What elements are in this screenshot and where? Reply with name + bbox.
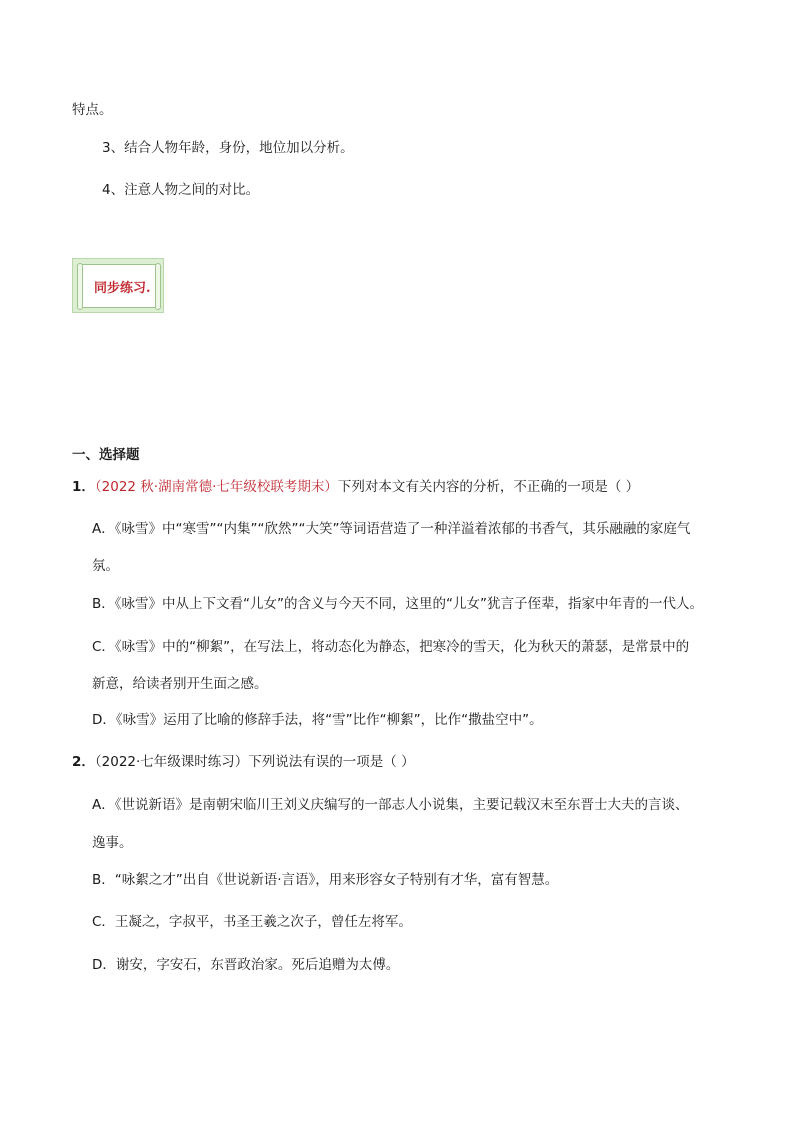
scroll-roll-left xyxy=(77,263,83,310)
question-1-text: 下列对本文有关内容的分析，不正确的一项是（ ） xyxy=(337,479,640,495)
sync-practice-banner xyxy=(72,258,164,313)
q1-option-c-line2: 新意，给读者别开生面之感。 xyxy=(92,676,268,692)
q2-option-a-line1: A．《世说新语》是南朝宋临川王刘义庆编写的一部志人小说集，主要记载汉末至东晋士大夫的言谈、 xyxy=(92,797,689,813)
scroll-roll-right xyxy=(155,263,161,310)
q2-option-c: C．王凝之，字叔平，书圣王羲之次子，曾任左将军。 xyxy=(92,914,412,930)
q2-option-b: B．“咏絮之才”出自《世说新语·言语》，用来形容女子特别有才华，富有智慧。 xyxy=(92,872,559,888)
q2-option-d: D．谢安，字安石，东晋政治家。死后追赠为太傅。 xyxy=(92,957,400,973)
question-1-source: （2022 秋·湖南常德·七年级校联考期末） xyxy=(94,479,338,495)
question-2-stem xyxy=(72,752,415,772)
q1-option-d: D．《咏雪》运用了比喻的修辞手法，将“雪”比作“柳絮”，比作“撒盐空中”。 xyxy=(92,712,543,728)
banner-label: 同步练习. xyxy=(94,281,151,296)
question-2-number: 2． xyxy=(72,754,95,770)
scroll-frame xyxy=(79,264,159,308)
q1-option-a-line1: A．《咏雪》中“寒雪”“内集”“欣然”“大笑”等词语营造了一种洋溢着浓郁的书香气，其乐融融的家庭气 xyxy=(92,521,691,537)
q1-option-a-line2: 氛。 xyxy=(92,558,119,574)
text-line-tip-3: 3、结合人物年龄，身份，地位加以分析。 xyxy=(102,140,354,156)
section-heading: 一、选择题 xyxy=(72,447,140,463)
q1-option-c-line1: C．《咏雪》中的“柳絮”，在写法上，将动态化为静态，把寒冷的雪天，化为秋天的萧瑟，是常景中的 xyxy=(92,639,690,655)
question-2-text: （2022·七年级课时练习）下列说法有误的一项是（ ） xyxy=(94,754,415,770)
q1-option-b: B．《咏雪》中从上下文看“儿女”的含义与今天不同，这里的“儿女”犹言子侄辈，指家中年青的一代人。 xyxy=(92,596,703,612)
text-line-trait: 特点。 xyxy=(72,102,113,118)
question-1-number: 1． xyxy=(72,479,95,495)
question-1-stem xyxy=(72,477,639,497)
text-line-tip-4: 4、注意人物之间的对比。 xyxy=(102,182,260,198)
q2-option-a-line2: 逸事。 xyxy=(92,835,133,851)
